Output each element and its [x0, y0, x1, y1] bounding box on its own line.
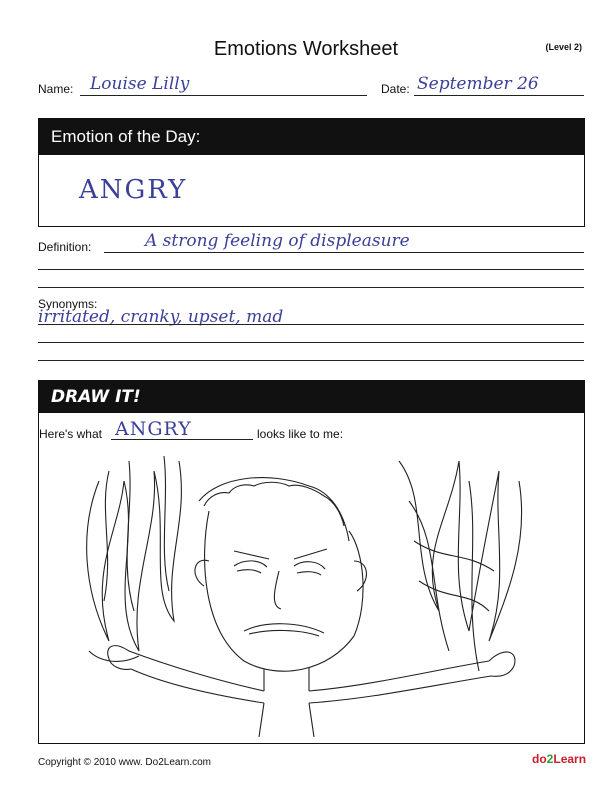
- face: [205, 511, 363, 671]
- heres-what-value[interactable]: ANGRY: [115, 418, 192, 440]
- definition-line-3: [38, 287, 584, 288]
- emotion-header-bar: [39, 119, 584, 155]
- left-scribble: [87, 461, 182, 661]
- synonyms-line-1: [38, 324, 584, 325]
- right-scribble: [399, 461, 522, 671]
- definition-label: Definition:: [38, 240, 92, 254]
- synonyms-line-3: [38, 360, 584, 361]
- synonyms-value[interactable]: irritated, cranky, upset, mad: [38, 307, 284, 327]
- right-arm: [309, 652, 515, 703]
- definition-line-1: [104, 252, 584, 253]
- hair: [199, 478, 349, 541]
- date-label: Date:: [381, 82, 410, 96]
- left-arm: [108, 646, 264, 703]
- date-value[interactable]: September 26: [417, 74, 539, 94]
- emotion-of-the-day-box: [38, 118, 585, 227]
- page-title: Emotions Worksheet: [213, 38, 399, 60]
- draw-section-title: DRAW IT!: [51, 387, 141, 407]
- definition-value[interactable]: A strong feeling of displeasure: [145, 231, 410, 251]
- left-eye: [234, 561, 267, 573]
- definition-line-2: [38, 269, 584, 270]
- draw-header-bar: [39, 381, 584, 413]
- emotion-value[interactable]: ANGRY: [79, 175, 188, 205]
- angry-face-drawing: [69, 441, 549, 737]
- name-line: [80, 95, 367, 96]
- right-eye: [294, 562, 325, 575]
- date-line: [414, 95, 584, 96]
- synonyms-line-2: [38, 342, 584, 343]
- name-label: Name:: [38, 82, 74, 96]
- synonyms-label: Synonyms:: [38, 297, 98, 311]
- draw-it-box: [38, 380, 585, 744]
- mouth: [244, 624, 324, 636]
- copyright-text: Copyright © 2010 www. Do2Learn.com: [38, 757, 212, 768]
- level-label: (Level 2): [545, 42, 582, 52]
- name-value[interactable]: Louise Lilly: [90, 74, 190, 94]
- looks-like-label: looks like to me:: [257, 427, 344, 441]
- emotion-section-title: Emotion of the Day:: [51, 127, 201, 146]
- do2learn-logo: do2Learn: [532, 752, 587, 766]
- heres-what-label: Here's what: [39, 427, 102, 441]
